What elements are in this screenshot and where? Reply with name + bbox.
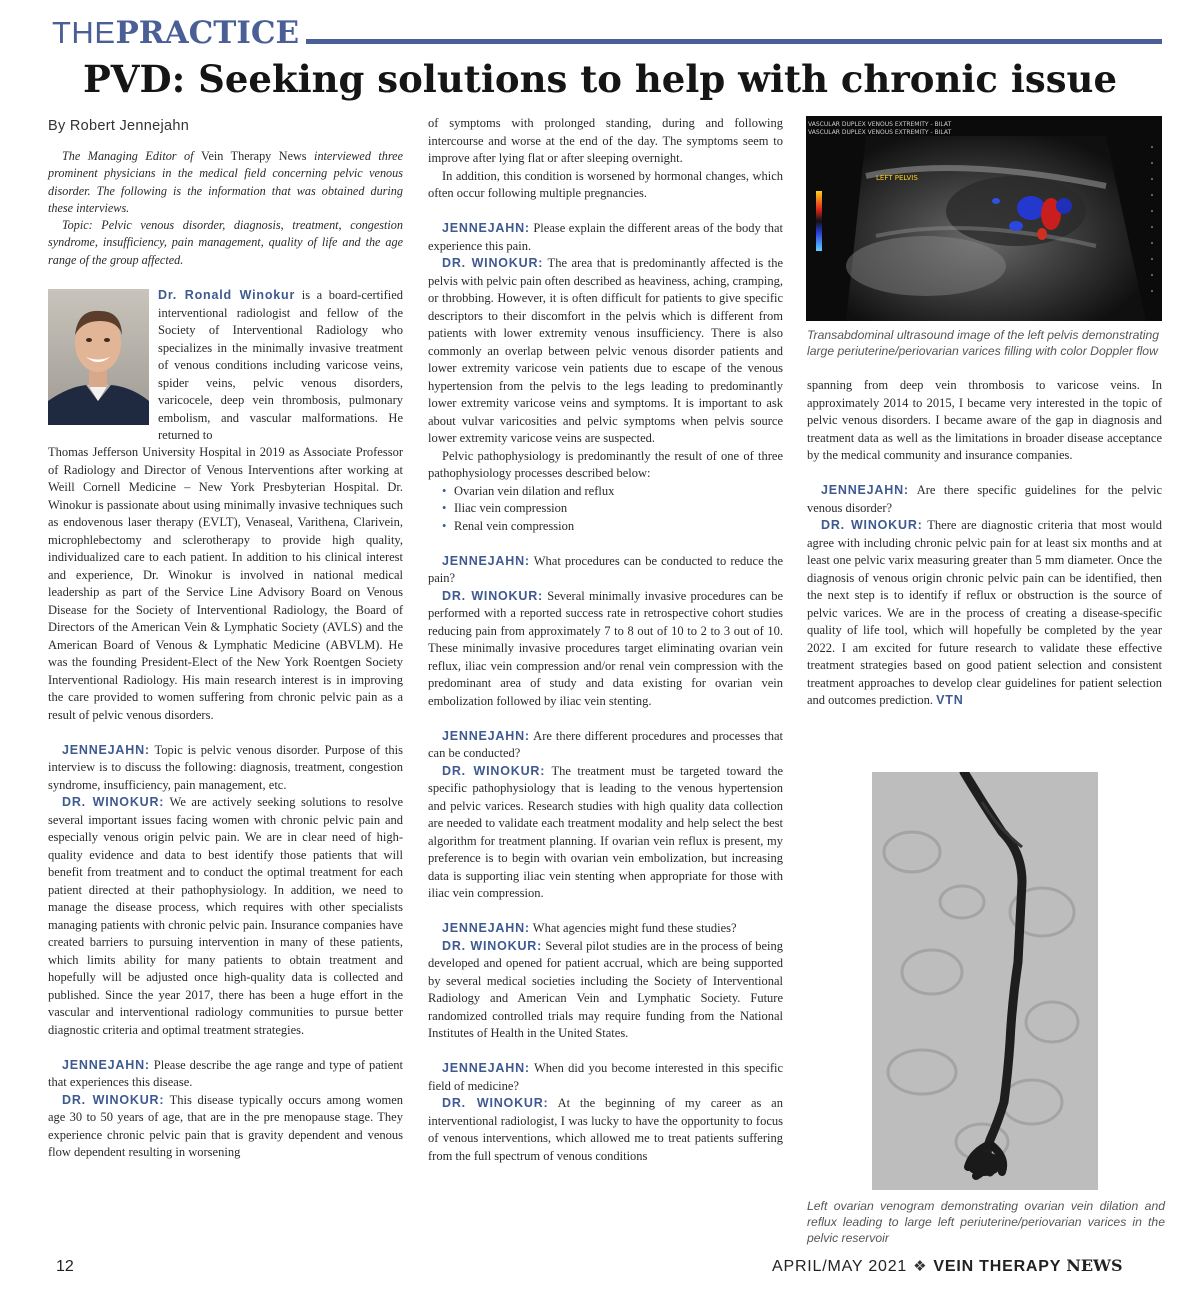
end-mark: VTN: [936, 693, 964, 707]
section-the: THE: [52, 15, 116, 50]
publication-name: Vein Therapy News: [201, 149, 307, 163]
answer-4: DR. WINOKUR: Several minimally invasive procedures can be performed with a reported success rate in retrospective cohort studies reducing pain from approximately 7 to 8 out of 10 to 2 to 3 out of 10. These minimally invasive procedures target eliminating ovarian vein reflux, iliac vein compression and/or renal vein compression with the predominant area of study and data existing for ovarian vein embolization followed by iliac vein stenting.: [428, 588, 783, 708]
question-5: JENNEJAHN: Are there different procedures and processes that can be conducted?: [428, 728, 783, 760]
question-4: JENNEJAHN: What procedures can be conducted to reduce the pain?: [428, 553, 783, 585]
author-photo: [48, 289, 149, 425]
venogram-image: [872, 772, 1098, 1190]
headline: PVD: Seeking solutions to help with chronic issue: [82, 57, 1117, 101]
intro-paragraph-2: Topic: Pelvic venous disorder, diagnosis, treatment, congestion syndrome, insufficiency, pain management, quality of life and the age range of the group affected.: [48, 218, 403, 267]
intro: [48, 148, 403, 269]
list-item: • Iliac vein compression: [442, 500, 783, 518]
us-label: LEFT PELVIS: [876, 174, 918, 182]
answer-2-continued: of symptoms with prolonged standing, during and following intercourse and worse at the end of the day. The symptoms seem to improve after lying flat or after sleeping overnight.: [428, 116, 783, 165]
question-1: JENNEJAHN: Topic is pelvic venous disorder. Purpose of this interview is to discuss the following: diagnosis, treatment, congestion syndrome, insufficiency, pain management, etc.: [48, 742, 403, 792]
caption-venogram: Left ovarian venogram demonstrating ovarian vein dilation and reflux leading to large left periuterine/periovarian varices in the pelvic reservoir: [807, 1199, 1165, 1245]
answer-5: DR. WINOKUR: The treatment must be targeted toward the specific pathophysiology that is leading to the venous hypertension and pelvic varices. Research studies with high quality data collection are needed to validate each treatment modality and help select the best algorithm for treatment planning. If ovarian vein reflux is present, my preference is to begin with ovarian vein embolization, but increasing data is supporting iliac vein stenting when appropriate for those with iliac vein compression.: [428, 763, 783, 900]
answer-2: DR. WINOKUR: This disease typically occurs among women age 30 to 50 years of age, that are in the pre menopause stage. They experience chronic pelvic pain that is gravity dependent and venous flow dependent resulting in worsening: [48, 1092, 403, 1159]
bio-name: Dr. Ronald Winokur: [158, 288, 296, 302]
page-number: 12: [56, 1258, 74, 1275]
list-item: • Renal vein compression: [442, 518, 783, 536]
question-2: JENNEJAHN: Please describe the age range and type of patient that experiences this disease.: [48, 1057, 403, 1089]
question-7: JENNEJAHN: When did you become interested in this specific field of medicine?: [428, 1061, 783, 1093]
caption-ultrasound: Transabdominal ultrasound image of the left pelvis demonstrating large periuterine/periovarian varices filling with color Doppler flow: [807, 328, 1160, 358]
question-8: JENNEJAHN: Are there specific guidelines for the pelvic venous disorder?: [807, 483, 1162, 515]
us-overlay-2: VASCULAR DUPLEX VENOUS EXTREMITY - BILAT: [808, 129, 952, 136]
answer-7: DR. WINOKUR: At the beginning of my career as an interventional radiologist, I was lucky to have the opportunity to focus of venous interventions, which allowed me to treat patients suffering from the full spectrum of venous conditions: [428, 1096, 783, 1163]
header-rule: [306, 39, 1162, 44]
column-3: [807, 377, 1162, 710]
section-label: [52, 14, 299, 52]
ultrasound-image: [806, 116, 1162, 321]
answer-7-continued: spanning from deep vein thrombosis to varicose veins. In approximately 2014 to 2015, I became very interested in the topic of pelvic venous disorders. I became aware of the gap in diagnosis and treatment data as well as the limitations in broader disease acceptance by the medical community and insurance companies.: [807, 378, 1162, 462]
diamond-icon: ❖: [913, 1258, 928, 1275]
pathophysiology-list: [428, 483, 783, 536]
answer-2-hormonal: In addition, this condition is worsened by hormonal changes, which often occur following multiple pregnancies.: [428, 168, 783, 200]
column-1: [48, 444, 403, 1162]
answer-1: DR. WINOKUR: We are actively seeking solutions to resolve several important issues facing women with chronic pelvic pain and especially venous origin pelvic pain. We are in clear need of high-quality evidence and data to best identify those patients that will benefit from treatment and to conduct the optimal treatment for each patient directed at their pathophysiology. In addition, we need to manage the disease process, which requires with other specialists managing patients with chronic pelvic pain. Insurance companies have created barriers to pursuing intervention in many of these patients, which limits ability for many patients to obtain treatment and hopefully will be adjusted once high-quality data is collected and published. Since the year 2017, there has been a huge effort in the vascular and interventional radiology communities to pursue better diagnostic criteria and optimal treatment strategies.: [48, 795, 403, 1037]
us-overlay-1: VASCULAR DUPLEX VENOUS EXTREMITY - BILAT: [808, 121, 952, 128]
footer-issue: APRIL/MAY 2021 ❖ VEIN THERAPY NEWS: [772, 1256, 1123, 1275]
answer-3-pathophysiology: Pelvic pathophysiology is predominantly the result of one of three pathophysiology processes described below:: [428, 448, 783, 480]
section-practice: PRACTICE: [115, 15, 300, 51]
answer-6: DR. WINOKUR: Several pilot studies are in the process of being developed and opened for patient accrual, which are being supported by several medical societies including the Society of Interventional Radiology and American Vein and Lymphatic Society. Future randomized controlled trials may require funding from the National Institutes of Health in the United States.: [428, 938, 783, 1040]
bio-intro: Dr. Ronald Winokur is a board-certified interventional radiologist and fellow of the Society of Interventional Radiology who specializes in the minimally invasive treatment of venous conditions including varicose veins, spider veins, pelvic venous disorders, varicocele, deep vein thrombosis, pulmonary embolism, and vascular malformations. He returned to: [158, 288, 404, 442]
intro-paragraph-1: The Managing Editor of Vein Therapy News interviewed three prominent physicians in the medical field concerning pelvic venous disorder. The following is the information that was obtained during these interviews.: [48, 149, 404, 215]
list-item: • Ovarian vein dilation and reflux: [442, 483, 783, 501]
byline: By Robert Jennejahn: [48, 118, 190, 134]
question-6: JENNEJAHN: What agencies might fund these studies?: [442, 921, 737, 935]
answer-3: DR. WINOKUR: The area that is predominantly affected is the pelvis with pelvic pain often described as heaviness, aching, cramping, or throbbing. However, it is often difficult for patients to give specific descriptors to their discomfort in the pelvis which is different from patients with lower extremity venous insufficiency. There is also commonly an overlap between pelvic venous disorder patients and lower extremity varicose vein patients due to escape of the venous hypertension from the pelvis to the legs leading to predominantly lower extremity varicose veins and symptoms. It is important to ask about vulvar varicosities and pelvic symptoms when pelvis source lower extremity varicose veins are suspected.: [428, 256, 783, 445]
column-2: [428, 115, 783, 1165]
question-3: JENNEJAHN: Please explain the different areas of the body that experience this pain.: [428, 221, 783, 253]
bio-body: Thomas Jefferson University Hospital in 2019 as Associate Professor of Radiology and Director of Venous Interventions after working at Weill Cornell Medicine – New York Presbyterian Hospital. Dr. Winokur is passionate about using minimally invasive techniques such as endovenous laser therapy (EVLT), Venaseal, Varithena, Clarivein, microphlebectomy and sclerotherapy to provide high quality, individualized care to each patient. In addition to his clinical interest and experience, Dr. Winokur is involved in national medical leadership as part of the Service Line Advisory Board on Venous Disease for the Society of Interventional Radiology, the Board of Directors of the American Vein & Lymphatic Society (AVLS) and the American Board of Venous & Lymphatic Medicine (ABVLM). He was the founding President-Elect of the New York Roentgen Society Interventional Radiology. His main research interest is in improving the care provided to women suffering from chronic pelvic pain as a result of pelvic venous disorders.: [48, 445, 403, 722]
answer-8: DR. WINOKUR: There are diagnostic criteria that most would agree with including chronic pelvic pain for at least six months and at least one pelvic varix measuring greater than 5 mm diameter. Once the diagnosis of venous origin chronic pelvic pain can be identified, then the next step is to identify if reflux or obstruction is the source of pelvic varices. We are in the process of creating a disease-specific quality of life tool, which will hopefully be completed by the year 2022. I am excited for future research to validate these effective treatment strategies based on good patient selection and consistent treatment approaches to develop clear guidelines for patient selection and outcomes prediction. VTN: [807, 518, 1162, 707]
